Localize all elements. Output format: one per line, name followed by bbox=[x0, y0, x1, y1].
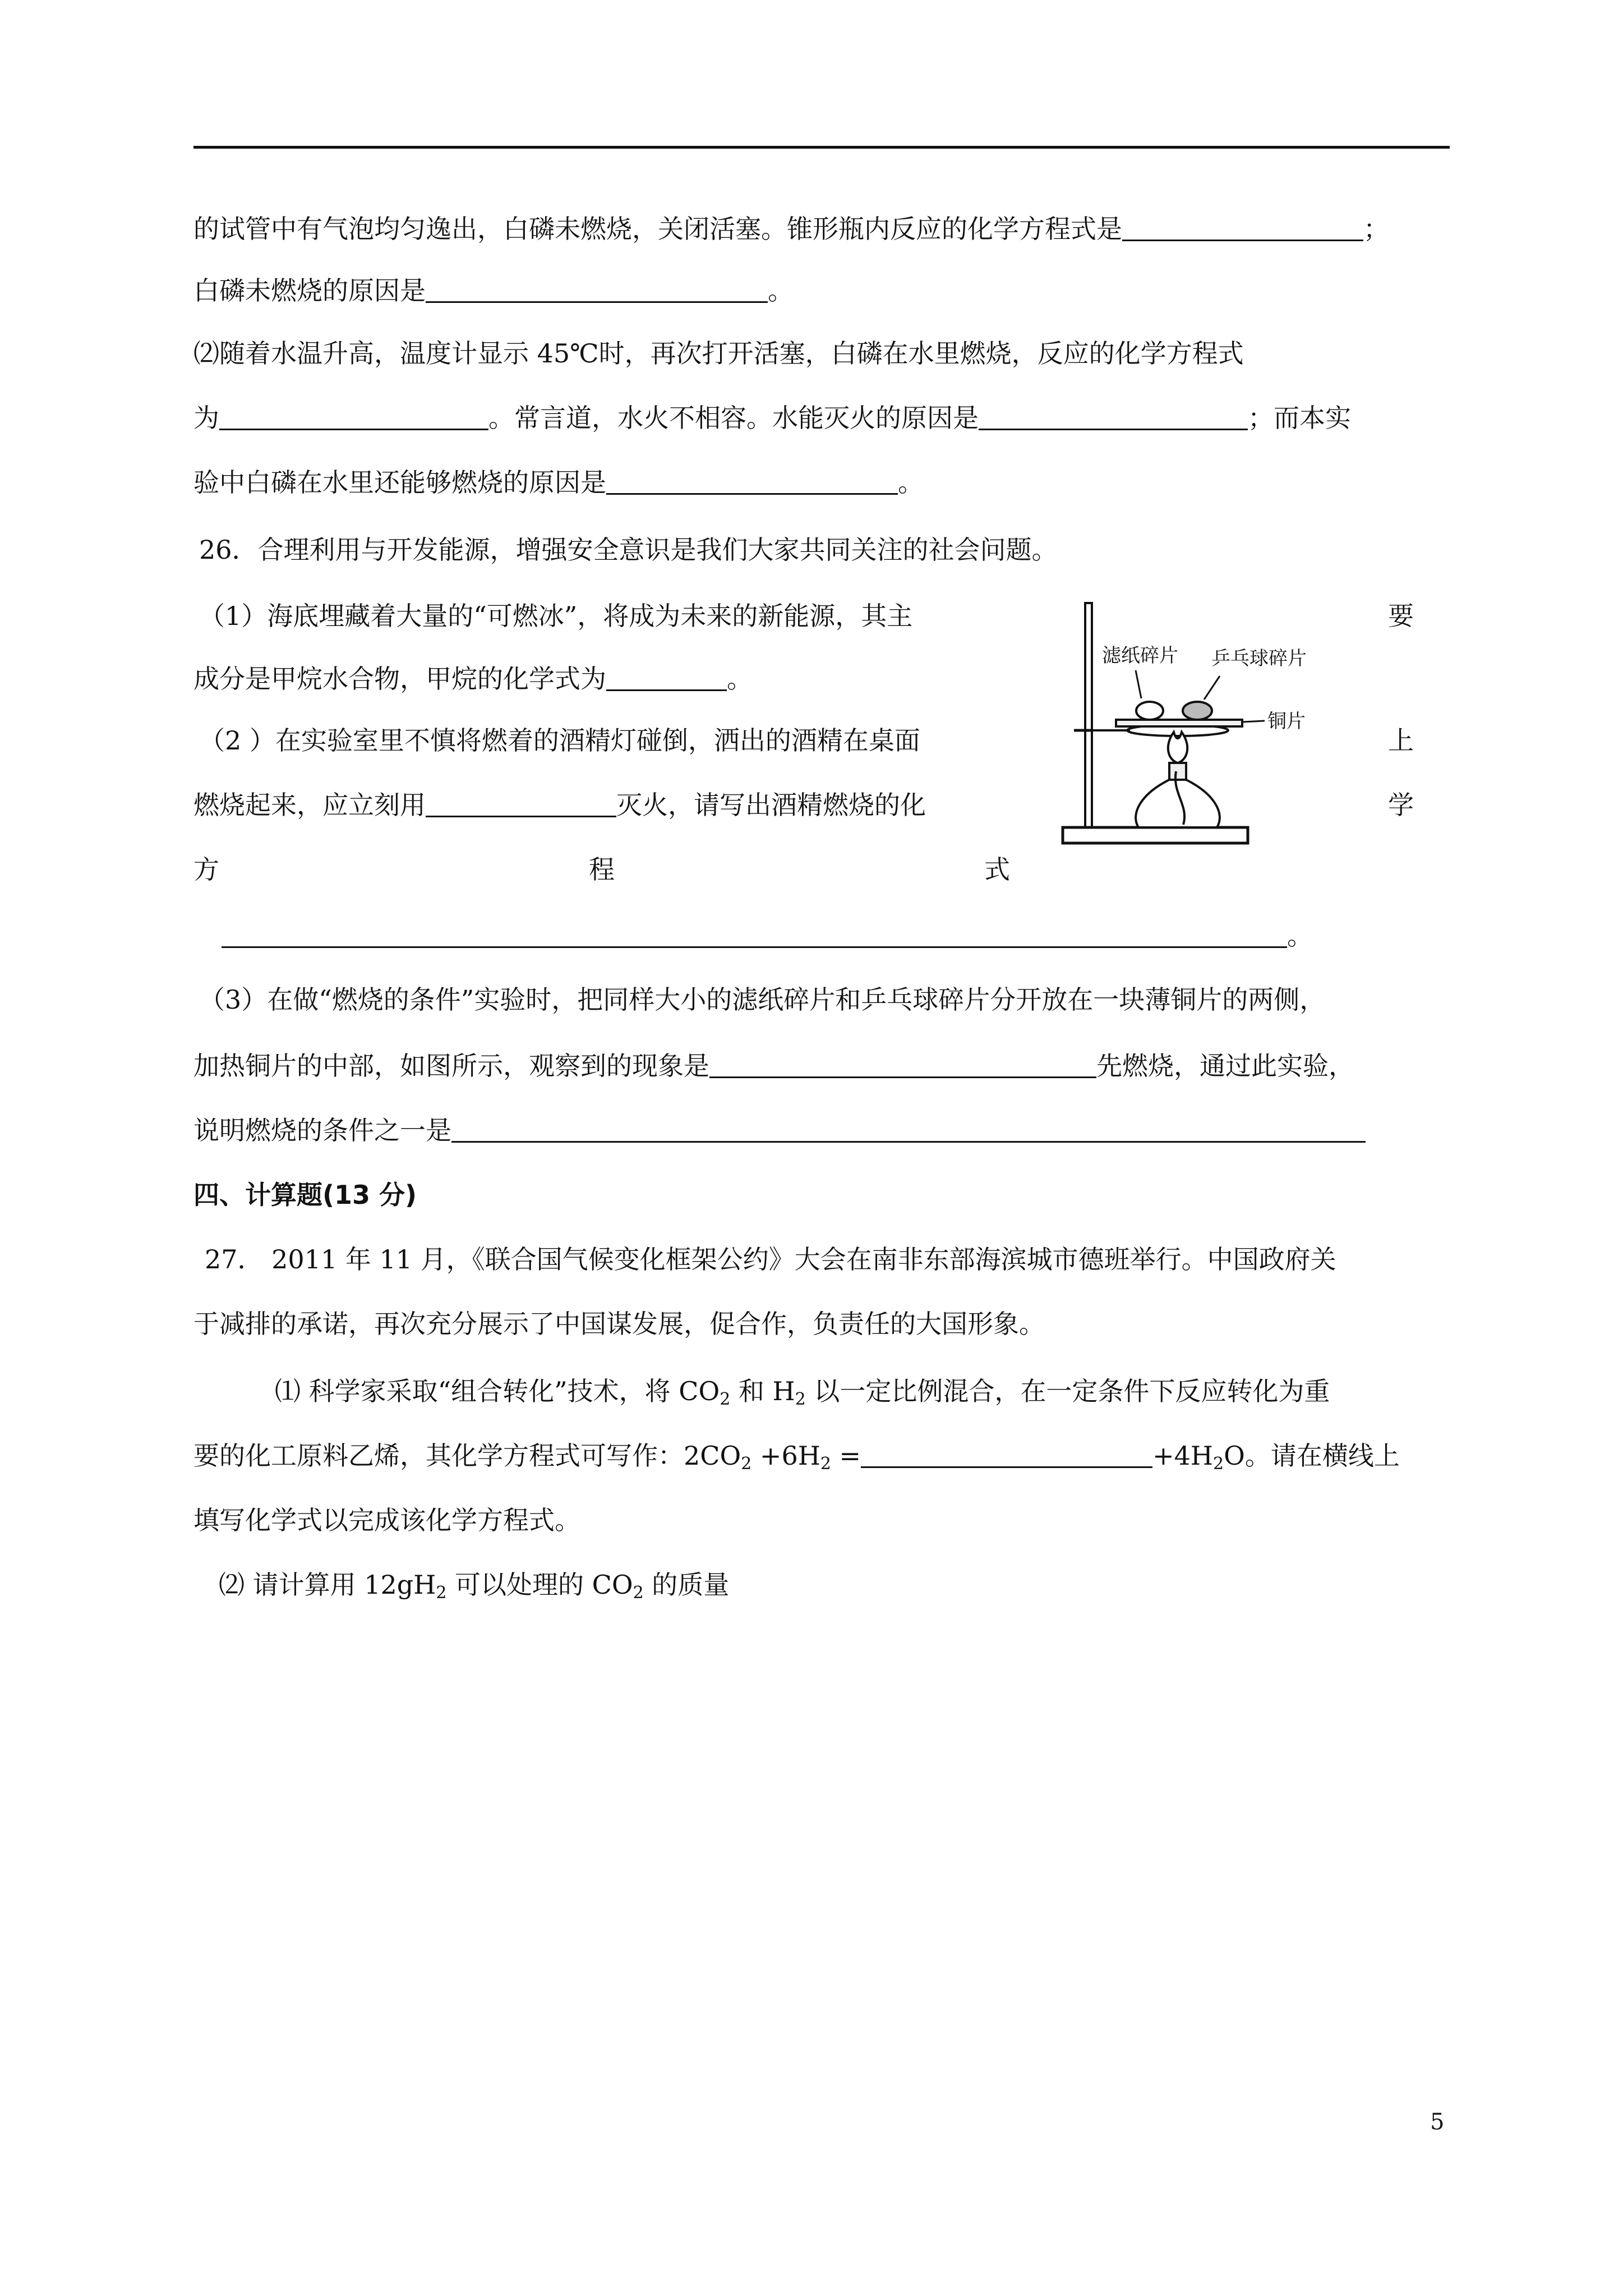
q27-s2-line1: ⑵ 请计算用 $12gH_2$ 可以处理的 $CO_2$ 的质量 bbox=[219, 1570, 730, 1603]
label-copper: 铜片 bbox=[1267, 710, 1306, 733]
q26-p3-line3: 说明燃烧的条件之一是 bbox=[193, 1114, 1366, 1147]
q25-line-3: ⑵随着水温升高，温度计显示 45℃时，再次打开活塞，白磷在水里燃烧，反应的化学方程式 bbox=[193, 338, 1244, 369]
q26-title: 26．合理利用与开发能源，增强安全意识是我们大家共同关注的社会问题。 bbox=[199, 535, 1058, 565]
pingpong-piece bbox=[1183, 702, 1212, 720]
q26-p2-wrap2: 学 bbox=[1388, 790, 1414, 820]
q26-p2-line3-b: 程 bbox=[589, 854, 615, 885]
lamp-neck bbox=[1169, 763, 1186, 780]
leader-line bbox=[1204, 676, 1220, 700]
answer-blank[interactable] bbox=[606, 467, 898, 495]
q26-p1-line2: 成分是甲烷水合物，甲烷的化学式为 。 bbox=[193, 664, 753, 694]
answer-blank[interactable] bbox=[426, 275, 768, 303]
q27-intro-line2: 于减排的承诺，再次充分展示了中国谋发展，促合作，负责任的大国形象。 bbox=[193, 1309, 1045, 1339]
answer-blank[interactable] bbox=[861, 1441, 1152, 1468]
alcohol-lamp bbox=[1136, 780, 1220, 827]
q25-line-5: 验中白磷在水里还能够燃烧的原因是 。 bbox=[193, 467, 924, 498]
leader-line bbox=[1136, 670, 1141, 698]
q26-p3-line2: 加热铜片的中部，如图所示，观察到的现象是 先燃烧，通过此实验， bbox=[193, 1051, 1354, 1081]
q26-p2-line2: 燃烧起来，应立刻用 灭火，请写出酒精燃烧的化 bbox=[193, 790, 926, 820]
q27-intro-line1: 27． 2011 年 11 月，《联合国气候变化框架公约》大会在南非东部海滨城市德班举行。中国政府关 bbox=[205, 1244, 1336, 1274]
page-number: 5 bbox=[1430, 2109, 1445, 2135]
q26-p2-line1: （2 ）在实验室里不慎将燃着的酒精灯碰倒，洒出的酒精在桌面 bbox=[199, 725, 920, 756]
answer-blank[interactable] bbox=[606, 664, 727, 691]
q26-p2-line3-c: 式 bbox=[984, 854, 1010, 885]
q26-p1-line1: （1）海底埋藏着大量的“可燃冰”，将成为未来的新能源，其主 bbox=[199, 601, 913, 631]
q26-p3-line1: （3）在做“燃烧的条件”实验时，把同样大小的滤纸碎片和乒乓球碎片分开放在一块薄铜片的两侧， bbox=[199, 984, 1326, 1015]
combustion-experiment-figure bbox=[1057, 592, 1371, 855]
q27-s1-line1: ⑴ 科学家采取“组合转化”技术，将 $CO_2$ 和 $H_2$ 以一定比例混合，在一定条件下反应转化为重 bbox=[275, 1376, 1330, 1409]
stand-rod bbox=[1085, 603, 1092, 827]
answer-blank[interactable] bbox=[219, 403, 488, 430]
label-filter-paper: 滤纸碎片 bbox=[1102, 645, 1178, 667]
q26-p2-line4: 。 bbox=[222, 919, 1313, 953]
answer-blank[interactable] bbox=[979, 403, 1248, 430]
q27-s1-line2: 要的化工原料乙烯，其化学方程式可写作：$2CO_2 +6H_2 = +4H_2O$。请在横线上 bbox=[193, 1441, 1400, 1474]
copper-plate bbox=[1116, 720, 1242, 726]
answer-blank[interactable] bbox=[1122, 214, 1363, 241]
q25-line-2: 白磷未燃烧的原因是 。 bbox=[193, 275, 794, 306]
q26-p2-line3-a: 方 bbox=[193, 854, 219, 885]
q25-line-1: 的试管中有气泡均匀逸出，白磷未燃烧，关闭活塞。锥形瓶内反应的化学方程式是 ； bbox=[193, 214, 1389, 244]
q27-s1-line3: 填写化学式以完成该化学方程式。 bbox=[193, 1505, 580, 1535]
header-rule bbox=[193, 146, 1450, 149]
filter-paper-piece bbox=[1136, 702, 1163, 720]
leader-line bbox=[1242, 721, 1265, 722]
answer-blank[interactable] bbox=[709, 1051, 1096, 1078]
q25-line-4: 为 。常言道，水火不相容。水能灭火的原因是 ；而本实 bbox=[193, 403, 1351, 433]
stand-base bbox=[1063, 827, 1248, 843]
label-pingpong: 乒乓球碎片 bbox=[1211, 647, 1307, 670]
q26-p2-wrap1: 上 bbox=[1388, 725, 1414, 756]
section-heading: 四、计算题(13 分) bbox=[193, 1180, 417, 1210]
answer-blank[interactable] bbox=[451, 1115, 1366, 1143]
answer-blank[interactable] bbox=[222, 921, 1287, 948]
answer-blank[interactable] bbox=[426, 790, 616, 817]
q26-p1-wrap: 要 bbox=[1388, 601, 1414, 631]
